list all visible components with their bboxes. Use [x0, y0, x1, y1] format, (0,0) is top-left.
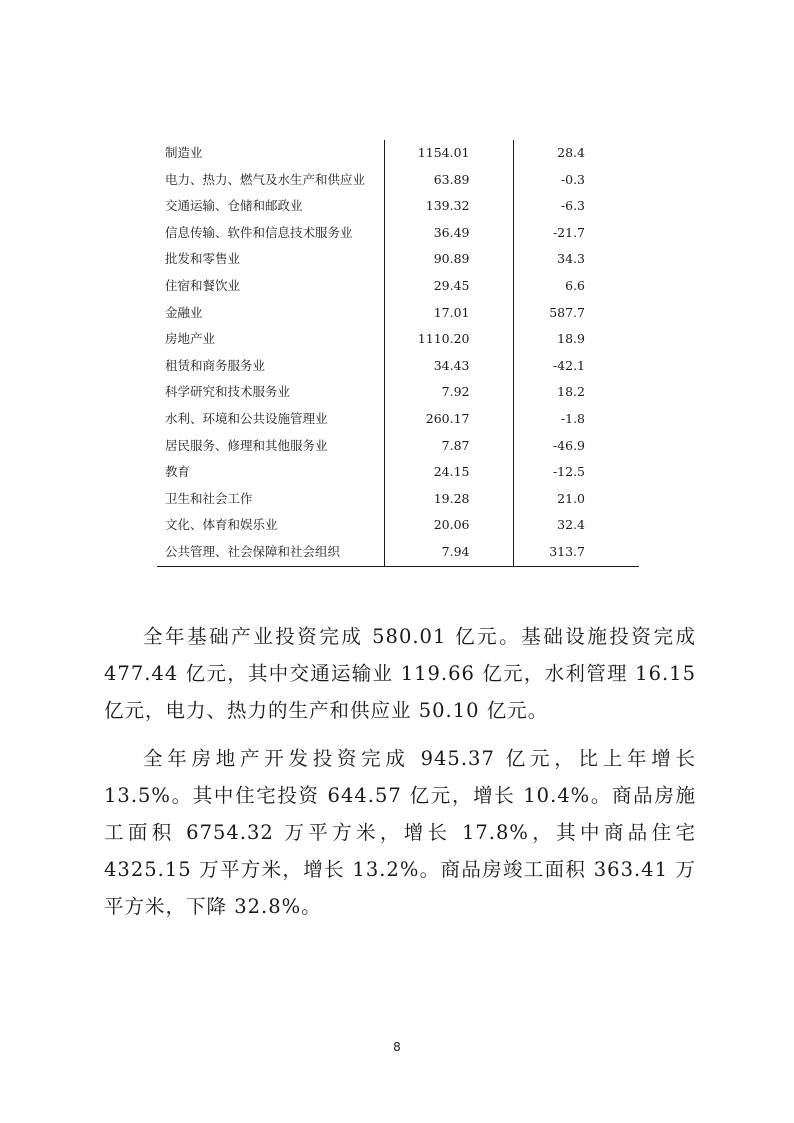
- table-row: [157, 167, 639, 194]
- table-row: [157, 353, 639, 380]
- industry-name: 电力、热力、燃气及水生产和供应业: [157, 167, 384, 194]
- table-row: [157, 539, 639, 566]
- table-row: [157, 300, 639, 327]
- investment-value: 260.17: [384, 406, 513, 433]
- table-row: [157, 246, 639, 273]
- industry-name: 科学研究和技术服务业: [157, 379, 384, 406]
- investment-value: 139.32: [384, 193, 513, 220]
- industry-name: 信息传输、软件和信息技术服务业: [157, 220, 384, 247]
- table-row: [157, 140, 639, 167]
- table-row: [157, 193, 639, 220]
- table-row: [157, 459, 639, 486]
- industry-name: 房地产业: [157, 326, 384, 353]
- growth-rate: -42.1: [552, 357, 585, 373]
- industry-name: 公共管理、社会保障和社会组织: [157, 539, 384, 566]
- growth-rate: 313.7: [513, 539, 639, 566]
- investment-value: 63.89: [384, 167, 513, 194]
- table-row: [157, 406, 639, 433]
- investment-value: 7.94: [384, 539, 513, 566]
- investment-value: 34.43: [384, 353, 513, 380]
- investment-value: 20.06: [384, 512, 513, 539]
- growth-rate: 18.9: [557, 331, 585, 347]
- investment-value: 17.01: [384, 300, 513, 327]
- investment-value: 24.15: [384, 459, 513, 486]
- table-row: [157, 273, 639, 300]
- growth-rate: -12.5: [552, 464, 585, 480]
- table-row: [157, 379, 639, 406]
- growth-rate: -0.3: [560, 171, 585, 187]
- investment-value: 36.49: [384, 220, 513, 247]
- growth-rate: 21.0: [557, 490, 585, 506]
- investment-value: 1154.01: [384, 140, 513, 167]
- growth-rate: -6.3: [560, 198, 585, 214]
- page-number: 8: [393, 1040, 401, 1054]
- industry-name: 卫生和社会工作: [157, 486, 384, 513]
- growth-rate: -21.7: [552, 224, 585, 240]
- growth-rate: -1.8: [560, 410, 585, 426]
- industry-name: 金融业: [157, 300, 384, 327]
- table-row: [157, 433, 639, 460]
- industry-name: 教育: [157, 459, 384, 486]
- investment-value: 29.45: [384, 273, 513, 300]
- industry-name: 租赁和商务服务业: [157, 353, 384, 380]
- table-row: [157, 326, 639, 353]
- industry-name: 批发和零售业: [157, 246, 384, 273]
- infrastructure-investment-paragraph: 全年基础产业投资完成 580.01 亿元。基础设施投资完成 477.44 亿元，其中交通运输业 119.66 亿元，水利管理 16.15 亿元，电力、热力的生产和供应业 50.10 亿元。: [104, 625, 696, 722]
- investment-value: 19.28: [384, 486, 513, 513]
- industry-name: 居民服务、修理和其他服务业: [157, 433, 384, 460]
- table-row: [157, 512, 639, 539]
- growth-rate: 32.4: [557, 517, 585, 533]
- investment-by-industry-table: [157, 140, 639, 567]
- growth-rate: -46.9: [552, 437, 585, 453]
- investment-value: 1110.20: [384, 326, 513, 353]
- growth-rate: 28.4: [557, 145, 585, 160]
- industry-name: 文化、体育和娱乐业: [157, 512, 384, 539]
- industry-name: 水利、环境和公共设施管理业: [157, 406, 384, 433]
- investment-value: 90.89: [384, 246, 513, 273]
- industry-name: 住宿和餐饮业: [157, 273, 384, 300]
- table-row: [157, 486, 639, 513]
- industry-name: 交通运输、仓储和邮政业: [157, 193, 384, 220]
- industry-name: 制造业: [157, 140, 384, 167]
- investment-value: 7.87: [384, 433, 513, 460]
- growth-rate: 18.2: [557, 384, 585, 400]
- real-estate-investment-paragraph: 全年房地产开发投资完成 945.37 亿元，比上年增长 13.5%。其中住宅投资 644.57 亿元，增长 10.4%。商品房施工面积 6754.32 万平方米，增长 17.8%，其中商品住宅 4325.15 万平方米，增长 13.2%。商品房竣工面积 363.41 万平方米，下降 32.8%。: [104, 747, 696, 918]
- investment-value: 7.92: [384, 379, 513, 406]
- growth-rate: 34.3: [557, 251, 585, 267]
- table-row: [157, 220, 639, 247]
- growth-rate: 587.7: [549, 304, 585, 320]
- growth-rate: 6.6: [565, 277, 585, 293]
